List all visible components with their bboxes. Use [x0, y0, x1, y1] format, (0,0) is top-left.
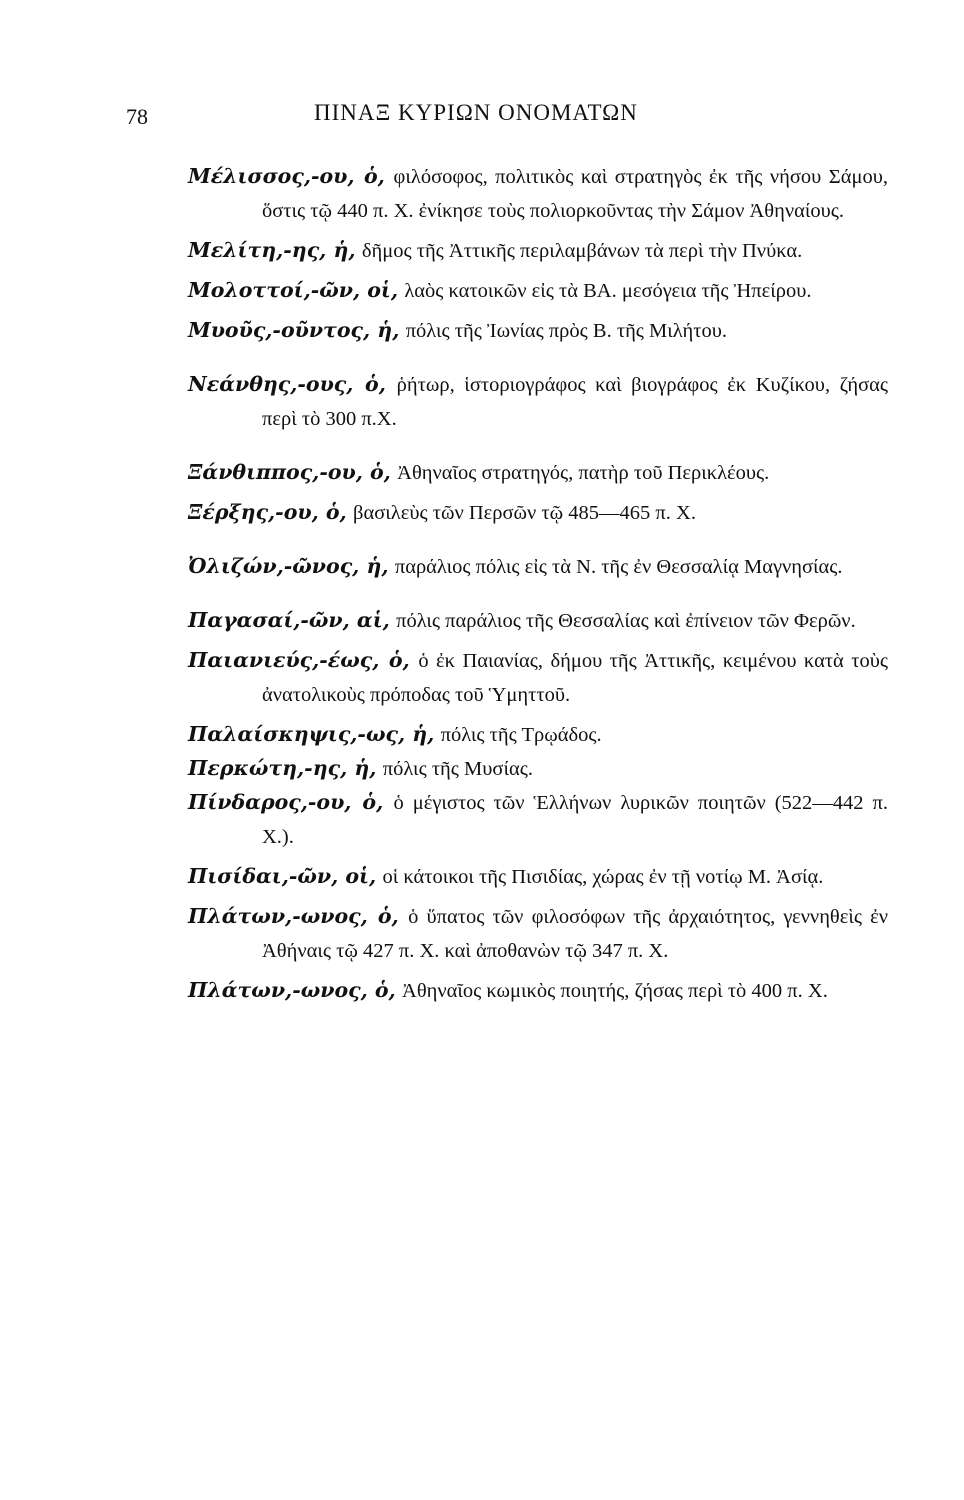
entry-definition: ὁ μέγιστος τῶν Ἑλλήνων λυρικῶν ποιητῶν (522—442 π. Χ.). [262, 792, 888, 848]
entry-definition: παράλιος πόλις εἰς τὰ Ν. τῆς ἐν Θεσσαλίᾳ Μαγνησίας. [394, 556, 843, 578]
entry-headword: Ξέρξης,-ου, ὁ, [188, 500, 347, 524]
index-entry [188, 496, 888, 530]
index-entry [188, 900, 888, 968]
running-head-title: ΠΙΝΑΞ ΚΥΡΙΩΝ ΟΝΟΜΑΤΩΝ [314, 100, 638, 125]
entry-headword: Ὀλιζών,-ῶνος, ἡ, [188, 554, 389, 578]
entry-definition: ῥήτωρ, ἱστοριογράφος καὶ βιογράφος ἐκ Κυζίκου, ζήσας περὶ τὸ 300 π.Χ. [262, 374, 888, 430]
index-entry [188, 786, 888, 854]
page-header [126, 96, 886, 136]
index-entry [188, 160, 888, 228]
index-entry [188, 718, 888, 752]
entry-definition: οἱ κάτοικοι τῆς Πισιδίας, χώρας ἐν τῇ νοτίῳ Μ. Ἀσίᾳ. [382, 866, 824, 888]
entry-headword: Παιανιεύς,-έως, ὁ, [188, 648, 410, 672]
entry-definition: βασιλεὺς τῶν Περσῶν τῷ 485—465 π. Χ. [353, 502, 696, 524]
index-entry [188, 368, 888, 436]
entry-definition: φιλόσοφος, πολιτικὸς καὶ στρατηγὸς ἐκ τῆς νήσου Σάμου, ὅστις τῷ 440 π. Χ. ἐνίκησε τοὺς πολιορκοῦντας τὴν Σάμον Ἀθηναίους. [262, 166, 888, 222]
index-entry [188, 752, 888, 786]
entry-headword: Ξάνθιππος,-ου, ὁ, [188, 460, 391, 484]
index-entry [188, 314, 888, 348]
entry-headword: Παλαίσκηψις,-ως, ἡ, [188, 722, 435, 746]
index-entry [188, 604, 888, 638]
entry-headword: Πίνδαρος,-ου, ὁ, [188, 790, 384, 814]
entry-headword: Πλάτων,-ωνος, ὁ, [188, 904, 399, 928]
entry-headword: Μέλισσος,-ου, ὁ, [188, 164, 385, 188]
index-entries [188, 160, 888, 1008]
entry-definition: δῆμος τῆς Ἀττικῆς περιλαμβάνων τὰ περὶ τὴν Πνύκα. [361, 240, 803, 262]
entry-definition: πόλις παράλιος τῆς Θεσσαλίας καὶ ἐπίνειον τῶν Φερῶν. [396, 610, 856, 632]
entry-definition: ὁ ὕπατος τῶν φιλοσόφων τῆς ἀρχαιότητος, γεννηθεὶς ἐν Ἀθήναις τῷ 427 π. Χ. καὶ ἀποθανὼν τῷ 347 π. Χ. [262, 906, 888, 962]
entry-definition: πόλις τῆς Ἰωνίας πρὸς Β. τῆς Μιλήτου. [405, 320, 728, 342]
entry-headword: Πισίδαι,-ῶν, οἱ, [188, 864, 377, 888]
entry-headword: Μελίτη,-ης, ἡ, [188, 238, 356, 262]
entry-definition: πόλις τῆς Τρῳάδος. [440, 724, 602, 746]
entry-definition: ὁ ἐκ Παιανίας, δήμου τῆς Ἀττικῆς, κειμένου κατὰ τοὺς ἀνατολικοὺς πρόποδας τοῦ Ὑμηττοῦ. [262, 650, 888, 706]
index-entry [188, 550, 888, 584]
index-entry [188, 644, 888, 712]
entry-headword: Μολοττοί,-ῶν, οἱ, [188, 278, 398, 302]
entry-headword: Πλάτων,-ωνος, ὁ, [188, 978, 396, 1002]
entry-headword: Παγασαί,-ῶν, αἱ, [188, 608, 390, 632]
entry-definition: Ἀθηναῖος κωμικὸς ποιητής, ζήσας περὶ τὸ 400 π. Χ. [402, 980, 828, 1002]
index-entry [188, 456, 888, 490]
index-entry [188, 974, 888, 1008]
page-number: 78 [126, 104, 148, 129]
index-entry [188, 234, 888, 268]
index-entry [188, 274, 888, 308]
entry-definition: πόλις τῆς Μυσίας. [382, 758, 533, 780]
entry-definition: Ἀθηναῖος στρατηγός, πατὴρ τοῦ Περικλέους. [397, 462, 770, 484]
entry-definition: λαὸς κατοικῶν εἰς τὰ ΒΑ. μεσόγεια τῆς Ἠπείρου. [404, 280, 812, 302]
entry-headword: Περκώτη,-ης, ἡ, [188, 756, 377, 780]
index-entry [188, 860, 888, 894]
entry-headword: Μυοῦς,-οῦντος, ἡ, [188, 318, 400, 342]
entry-headword: Νεάνθης,-ους, ὁ, [188, 372, 386, 396]
